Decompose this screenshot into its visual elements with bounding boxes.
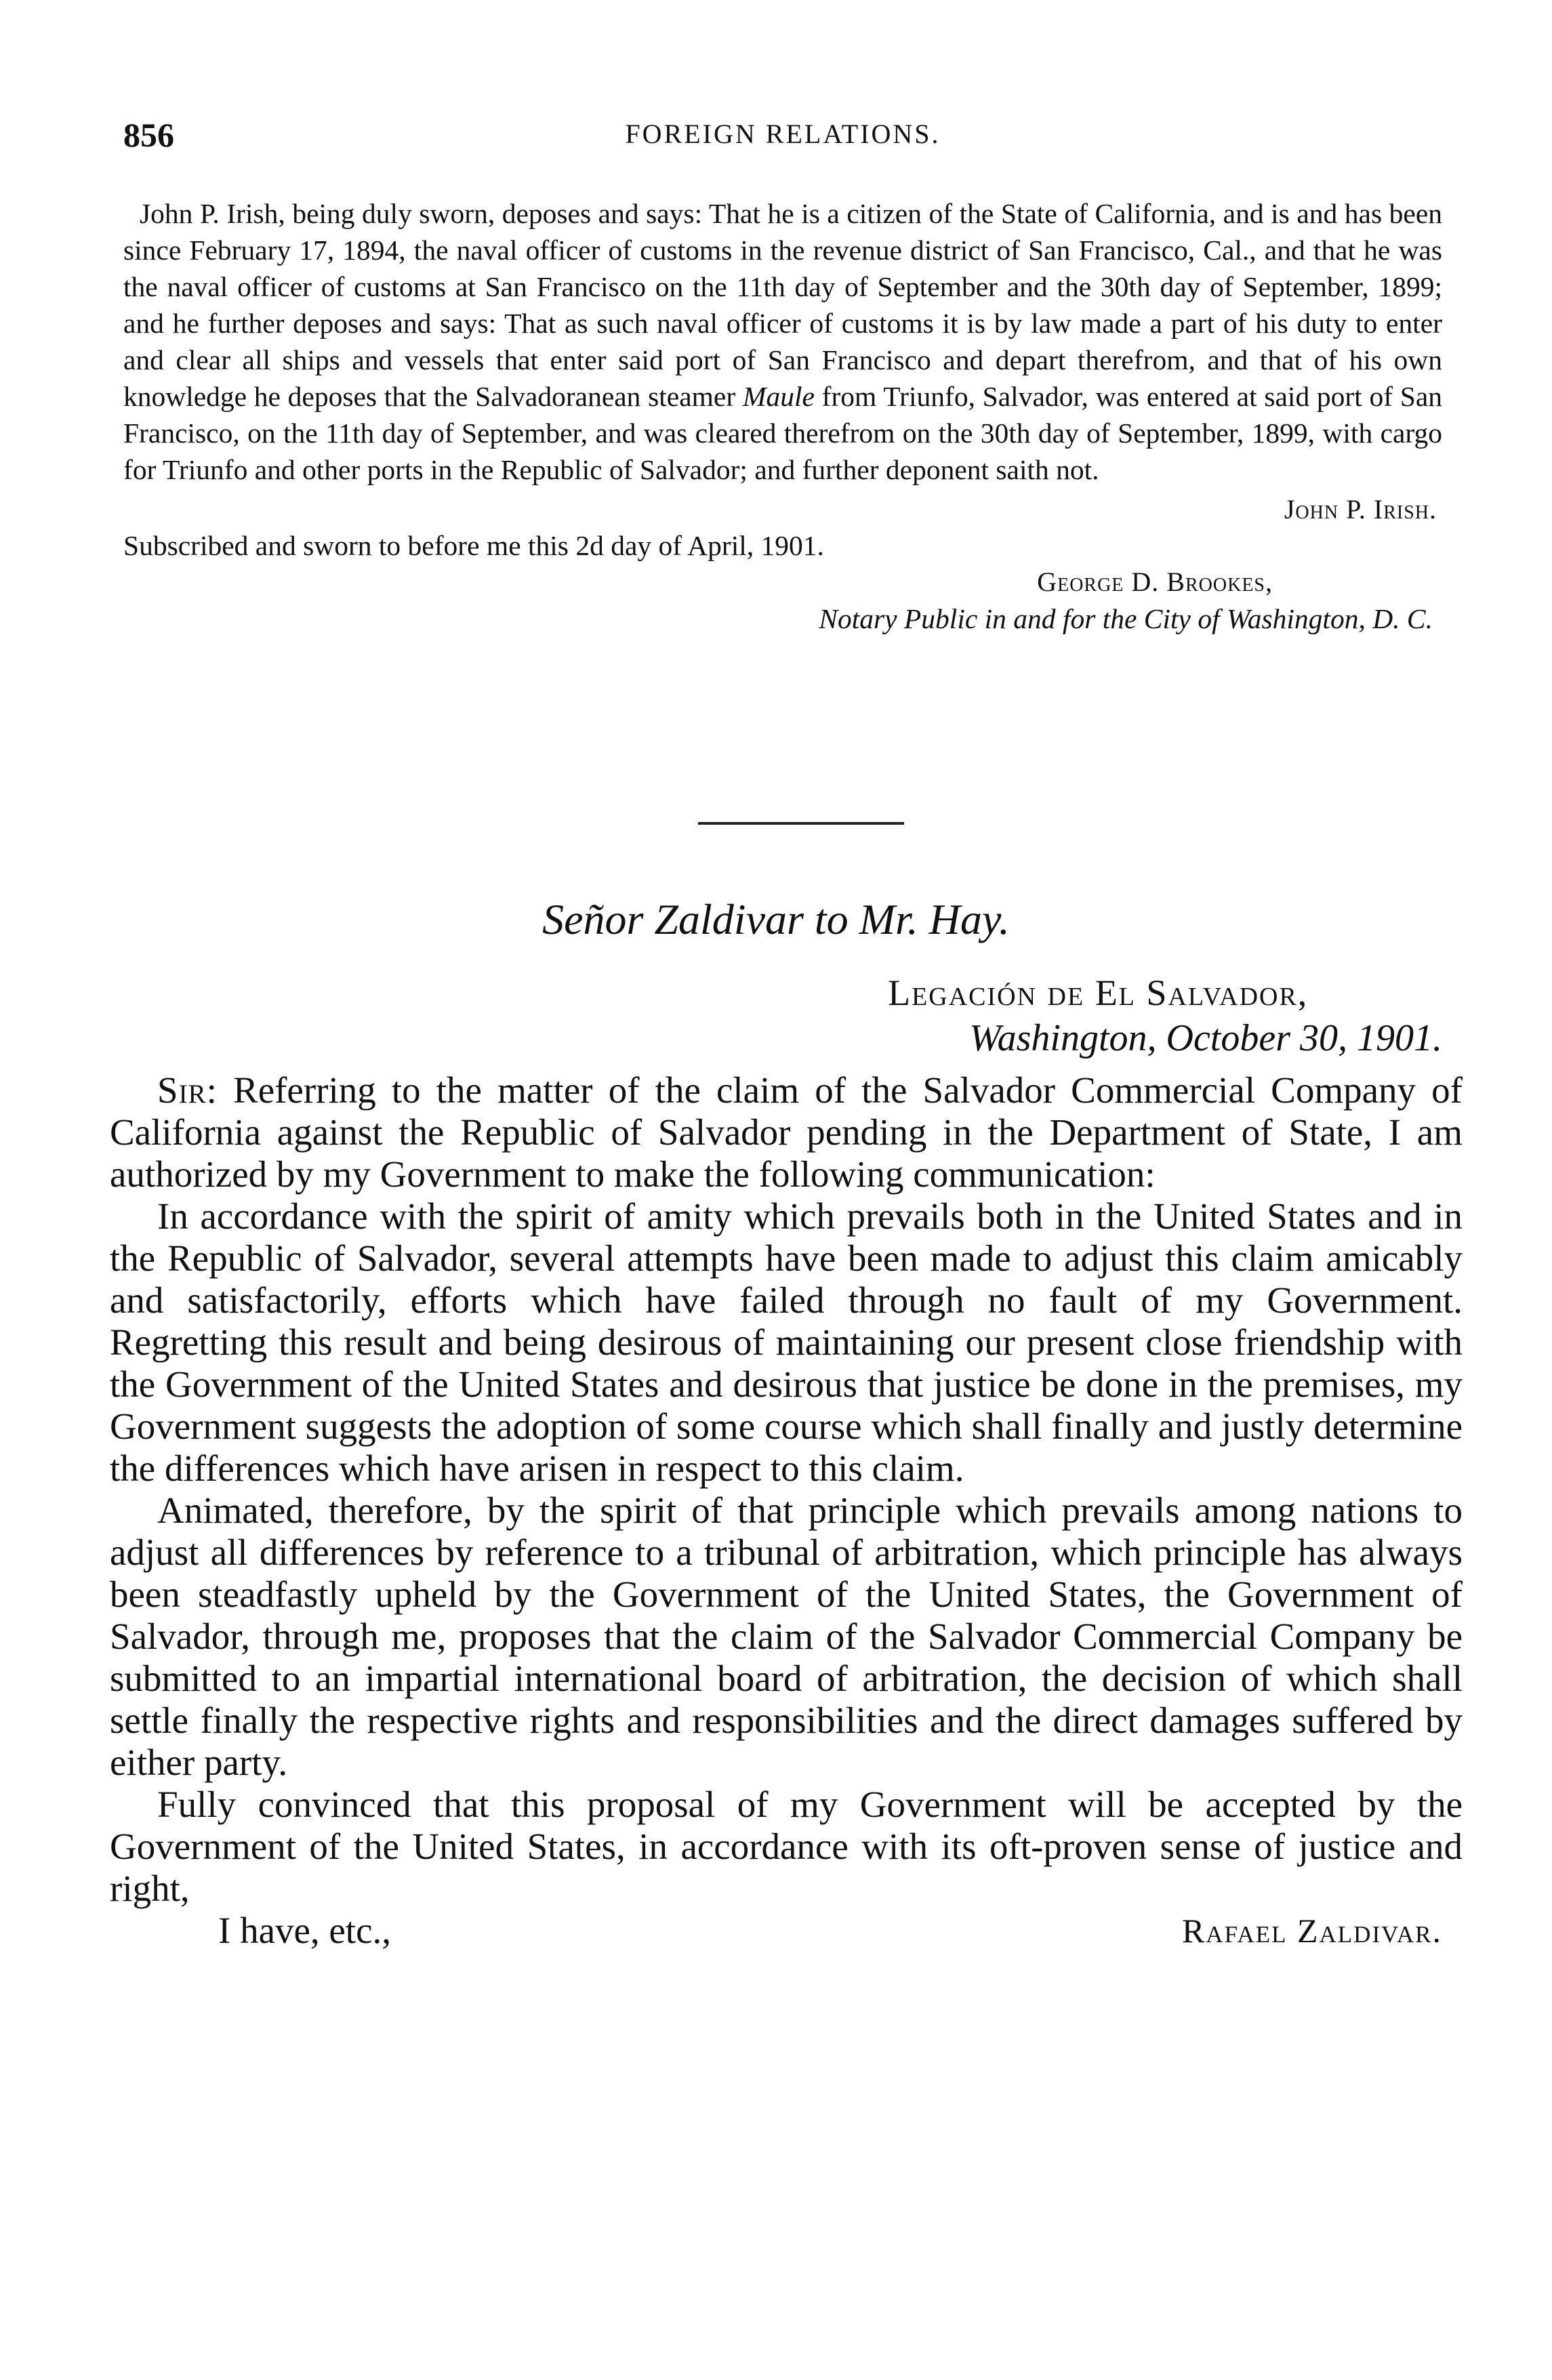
affidavit-text: John P. Irish, being duly sworn, deposes and says: That he is a citizen of the State of California, and is and has been since February 17, 1894, the naval officer of customs in the revenue district of San Francisco, Cal., and that he was the naval officer of customs at San Francisco on the 11th day of September and the 30th day of September, 1899; and he further deposes and says: That as such naval officer of customs it is by law made a part of his duty to enter and clear all ships and vessels that enter said port of San Francisco and depart therefrom, and that of his own knowledge he deposes that the Salvadoranean steamer: [123, 198, 1442, 412]
page-header: [123, 115, 1442, 156]
complimentary-close: I have, etc.,: [218, 1910, 391, 1951]
dateline: Washington, October 30, 1901.: [969, 1017, 1442, 1059]
address-block: [888, 970, 1442, 1061]
notary-title: Notary Public in and for the City of Washington, D. C.: [819, 603, 1433, 634]
subscribed-line: Subscribed and sworn to before me this 2d day of April, 1901.: [123, 530, 824, 561]
closing-line: [110, 1910, 1463, 1952]
affidavit-paragraph: [123, 195, 1442, 488]
running-head: FOREIGN RELATIONS.: [625, 119, 941, 149]
letter-paragraph-3: Animated, therefore, by the spirit of that principle which prevails among nations to adjust all differences by reference to a tribunal of arbitration, which principle has always been steadfastly upheld by the Government of the United States, the Government of Salvador, through me, proposes that the claim of the Salvador Commercial Company be submitted to an impartial international board of arbitration, the decision of which shall settle finally the respective rights and responsibilities and the direct damages suffered by either party.: [110, 1490, 1463, 1783]
vessel-name: Maule: [742, 381, 815, 412]
letter-signature: Rafael Zaldivar.: [1181, 1912, 1442, 1950]
affidavit: [123, 195, 1442, 637]
letter-paragraph-4: Fully convinced that this proposal of my Government will be accepted by the Government of the United States, in accordance with its oft-proven sense of justice and right,: [110, 1784, 1463, 1909]
legation-line: Legación de El Salvador,: [888, 972, 1309, 1013]
letter-paragraph-1: [110, 1069, 1463, 1195]
page-number: 856: [123, 116, 174, 154]
letter-body: [110, 1069, 1463, 1952]
letter-title: Señor Zaldivar to Mr. Hay.: [542, 895, 1010, 943]
notary-name: George D. Brookes,: [1037, 567, 1273, 597]
section-divider: [698, 822, 904, 825]
paragraph-1-text: Referring to the matter of the claim of the Salvador Commercial Company of California against the Republic of Salvador pending in the Department of State, I am authorized by my Government to make the following communication:: [110, 1069, 1463, 1195]
letter-paragraph-2: In accordance with the spirit of amity which prevails both in the United States and in the Republic of Salvador, several attempts have been made to adjust this claim amicably and satisfactorily, efforts which have failed through no fault of my Government. Regretting this result and being desirous of maintaining our present close friendship with the Government of the United States and desirous that justice be done in the premises, my Government suggests the adoption of some course which shall finally and justly determine the differences which have arisen in respect to this claim.: [110, 1195, 1463, 1489]
affiant-signature: John P. Irish.: [1284, 494, 1437, 525]
salutation: Sir:: [157, 1069, 218, 1111]
affidavit-text-end: from Triunfo, Salvador, was entered at said port of San Francisco, on the 11th day of September, and was cleared therefrom on the 30th day of September, 1899, with cargo for Triunfo and other ports in the Republic of Salvador; and further deponent saith not.: [123, 381, 1442, 485]
